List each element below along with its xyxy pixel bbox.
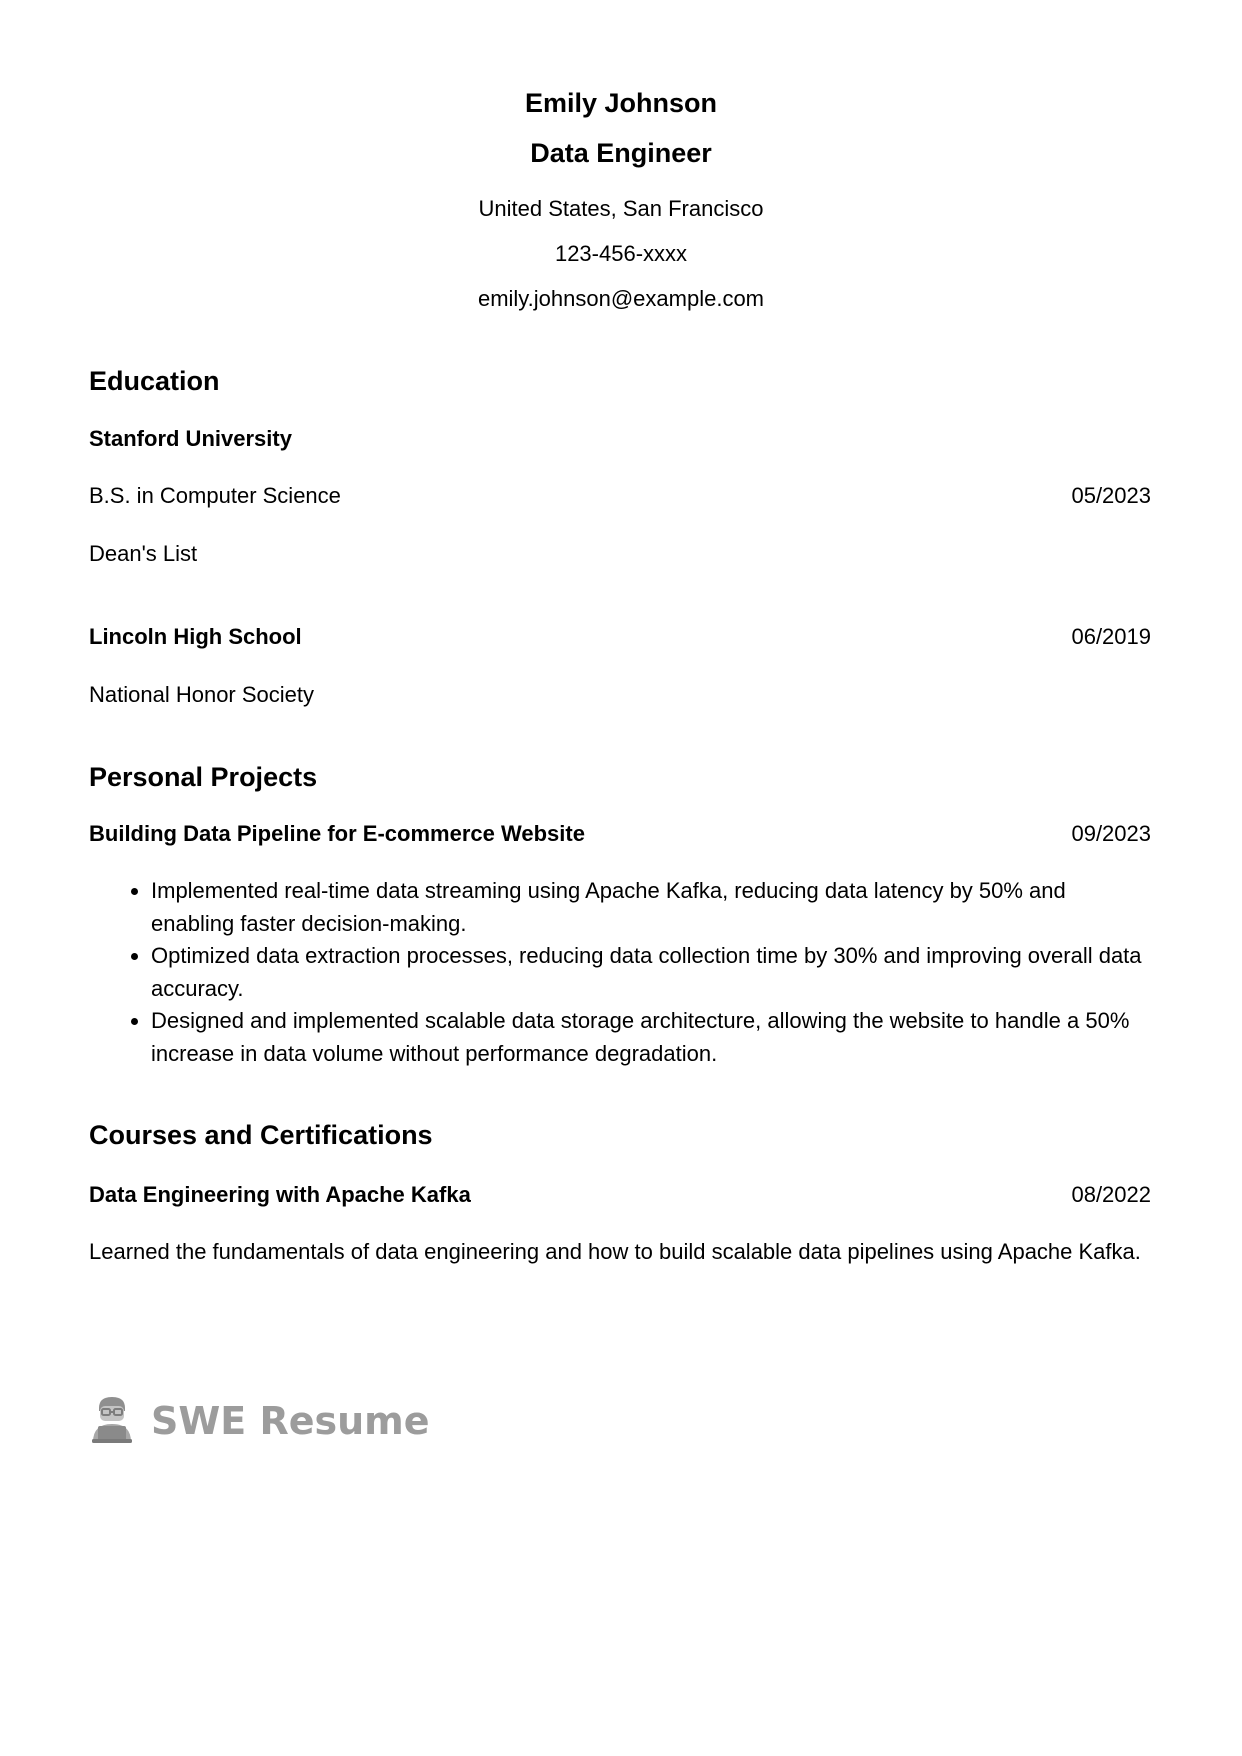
course-title: Data Engineering with Apache Kafka xyxy=(89,1182,471,1207)
education-note: Dean's List xyxy=(89,541,198,566)
candidate-name: Emily Johnson xyxy=(524,88,718,118)
project-date: 09/2023 xyxy=(1071,821,1151,846)
graduation-date: 05/2023 xyxy=(1071,483,1151,508)
developer-at-laptop-icon xyxy=(89,1394,135,1449)
graduation-date: 06/2019 xyxy=(1071,624,1151,649)
project-bullet-list xyxy=(89,875,1151,1070)
degree: B.S. in Computer Science xyxy=(89,483,341,508)
course-description: Learned the fundamentals of data engineering and how to build scalable data pipelines using Apache Kafka. xyxy=(89,1239,1141,1264)
project-bullet: • Implemented real-time data streaming using Apache Kafka, reducing data latency by 50% and enabling faster decision-making. xyxy=(151,875,1151,940)
swe-resume-logo xyxy=(89,1393,430,1449)
school-name: Lincoln High School xyxy=(89,624,302,649)
email-address: emily.johnson@example.com xyxy=(477,286,765,311)
job-title: Data Engineer xyxy=(530,138,712,168)
school-name: Stanford University xyxy=(89,426,292,451)
education-heading: Education xyxy=(89,366,220,396)
education-note: National Honor Society xyxy=(89,682,315,707)
courses-heading: Courses and Certifications xyxy=(89,1120,433,1150)
course-date: 08/2022 xyxy=(1071,1182,1151,1207)
project-bullet: • Optimized data extraction processes, reducing data collection time by 30% and improving overall data accuracy. xyxy=(151,940,1151,1005)
phone-number: 123-456-xxxx xyxy=(554,241,688,266)
location: United States, San Francisco xyxy=(478,196,764,221)
project-bullet: • Designed and implemented scalable data storage architecture, allowing the website to handle a 50% increase in data volume without performance degradation. xyxy=(151,1005,1151,1070)
project-title: Building Data Pipeline for E-commerce Website xyxy=(89,821,585,846)
projects-heading: Personal Projects xyxy=(89,762,318,792)
logo-text: SWE Resume xyxy=(151,1399,430,1443)
